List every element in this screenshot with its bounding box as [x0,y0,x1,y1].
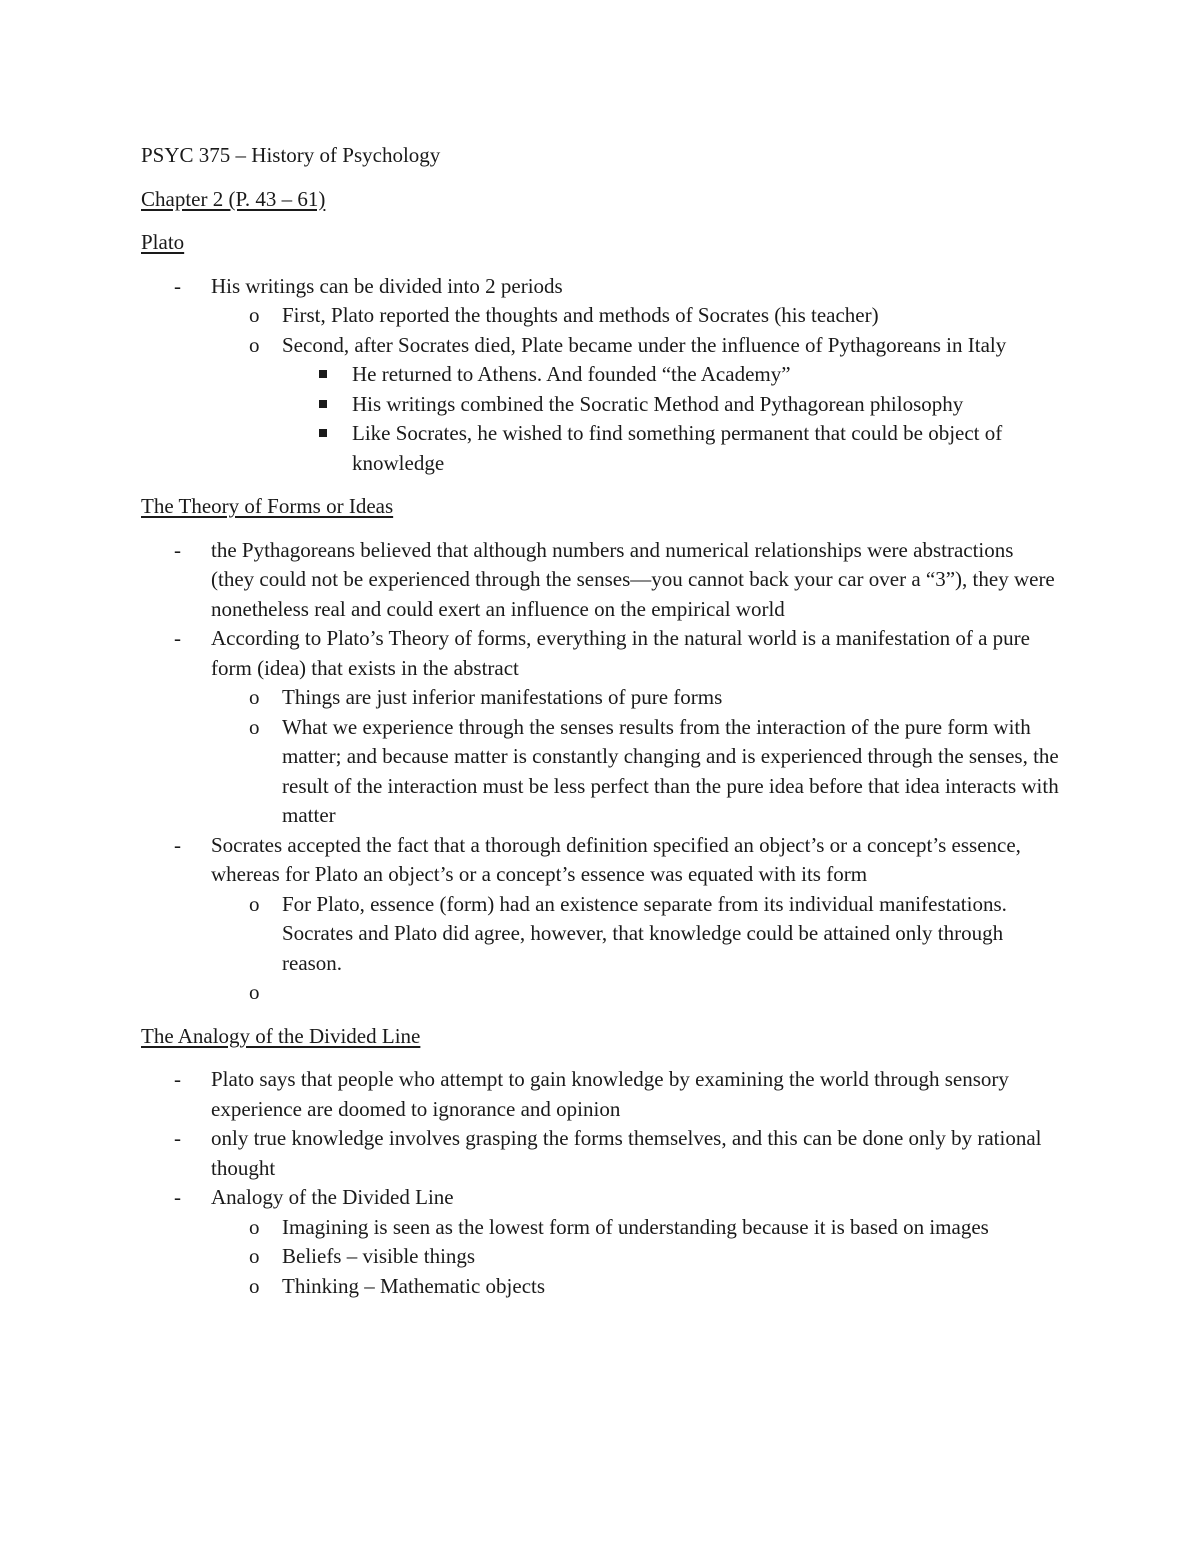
list-item [141,301,1061,331]
bullet-list [141,272,1061,479]
list-item [141,360,1061,390]
list-item [141,831,1061,890]
section-heading: The Analogy of the Divided Line [141,1023,421,1048]
list-item [141,419,1061,478]
list-item-text: Like Socrates, he wished to find something permanent that could be object of knowledge [352,421,1003,475]
circle-bullet-icon: o [249,980,260,1004]
section-heading: The Theory of Forms or Ideas [141,494,394,518]
dash-bullet-icon: - [174,626,181,650]
list-item [141,1272,1061,1302]
square-bullet-icon [319,419,339,449]
dash-bullet-icon: - [174,273,181,298]
list-item [141,1183,1061,1213]
circle-bullet-icon: o [249,685,260,709]
section-heading: Plato [141,230,185,254]
list-item-text: Analogy of the Divided Line [211,1185,454,1209]
list-item [141,1124,1061,1183]
list-item-text: What we experience through the senses results from the interaction of the pure form with matter; and because matter is constantly changing and is experienced through the senses, the result of the interaction must be less perfect than the pure idea before that idea interacts with matter [282,714,1059,827]
list-item-text: the Pythagoreans believed that although numbers and numerical relationships were abstractions (they could not be experienced through the senses—you cannot back your car over a “3”), they were nonetheless real and could exert an influence on the empirical world [211,537,1055,621]
circle-bullet-icon: o [249,891,260,916]
list-item-text: According to Plato’s Theory of forms, everything in the natural world is a manifestation of a pure form (idea) that exists in the abstract [211,626,1030,680]
document-title: PSYC 375 – History of Psychology [141,143,441,167]
list-item [141,624,1061,683]
list-item-text: Things are just inferior manifestations of pure forms [282,685,723,709]
list-item [141,890,1061,979]
chapter-heading: Chapter 2 (P. 43 – 61) [141,186,326,211]
list-item [141,1065,1061,1124]
dash-bullet-icon: - [174,1126,181,1150]
dash-bullet-icon: - [174,1185,181,1209]
dash-bullet-icon: - [174,1067,181,1091]
list-item-text: Imagining is seen as the lowest form of understanding because it is based on images [282,1214,989,1239]
list-item-text: Socrates accepted the fact that a thorough definition specified an object’s or a concept’s essence, whereas for Plato an object’s or a concept’s essence was equated with its form [211,832,1021,886]
square-bullet-shape [319,400,327,408]
list-item-text: He returned to Athens. And founded “the Academy” [352,362,791,386]
list-item-text: Plato says that people who attempt to gain knowledge by examining the world through sensory experience are doomed to ignorance and opinion [211,1067,1009,1121]
circle-bullet-icon: o [249,332,260,357]
list-item-text: His writings can be divided into 2 periods [211,273,563,298]
dash-bullet-icon: - [174,537,181,562]
list-item-text: His writings combined the Socratic Method and Pythagorean philosophy [352,391,964,416]
document-body [141,228,1061,1301]
dash-bullet-icon: - [174,832,181,857]
circle-bullet-icon: o [249,1244,260,1268]
circle-bullet-icon: o [249,714,260,739]
bullet-list [141,1065,1061,1301]
list-item [141,272,1061,302]
list-item [141,390,1061,420]
list-item [141,978,1061,1008]
list-item [141,331,1061,361]
list-item-text: Thinking – Mathematic objects [282,1273,546,1298]
list-item-text: For Plato, essence (form) had an existence separate from its individual manifestations. Socrates and Plato did agree, however, that knowledge could be attained only through reason. [282,891,1007,975]
list-item [141,1242,1061,1272]
list-item-text: Second, after Socrates died, Plate became under the influence of Pythagoreans in Italy [282,332,1007,357]
list-item [141,713,1061,831]
circle-bullet-icon: o [249,303,260,327]
list-item [141,1213,1061,1243]
circle-bullet-icon: o [249,1214,260,1239]
list-item-text [282,980,287,1004]
square-bullet-icon [319,390,339,420]
square-bullet-shape [319,370,327,378]
list-item-text: First, Plato reported the thoughts and methods of Socrates (his teacher) [282,303,879,327]
circle-bullet-icon: o [249,1273,260,1298]
square-bullet-shape [319,429,327,437]
list-item [141,683,1061,713]
list-item-text: only true knowledge involves grasping the forms themselves, and this can be done only by rational thought [211,1126,1042,1180]
document-page [141,141,1061,1315]
list-item [141,536,1061,625]
list-item-text: Beliefs – visible things [282,1244,476,1268]
square-bullet-icon [319,360,339,390]
bullet-list [141,536,1061,1008]
